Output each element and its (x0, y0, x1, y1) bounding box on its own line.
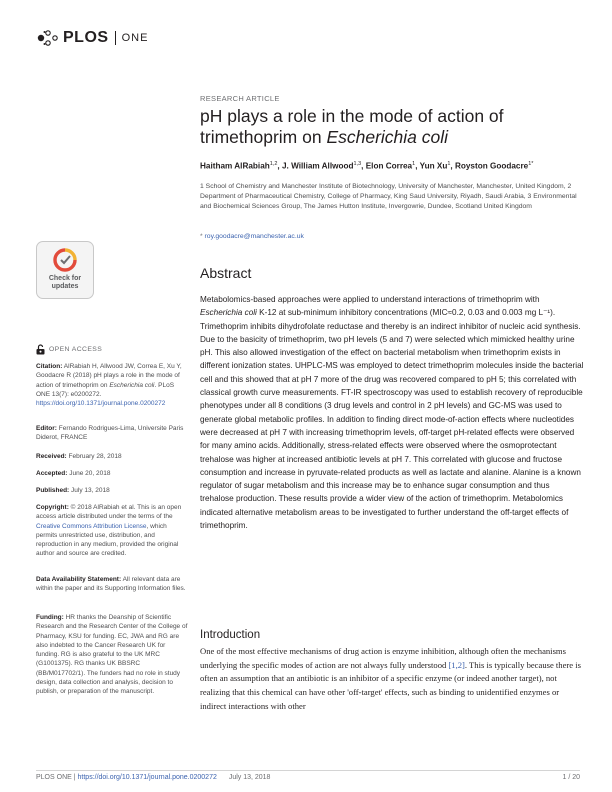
abstract-text-start: Metabolomics-based approaches were applied to understand interactions of trimethoprim with (200, 295, 540, 304)
footer-date: July 13, 2018 (228, 774, 271, 781)
logo-divider (115, 31, 116, 45)
author-affiliation-sup: 1 (447, 161, 451, 167)
author-name[interactable]: Haitham AlRabiah (200, 161, 270, 171)
received-block (36, 452, 188, 461)
introduction-body (200, 645, 584, 714)
data-availability-text: All relevant data are within the paper and its Supporting Information files. (36, 576, 186, 593)
accepted-date: June 20, 2018 (67, 470, 111, 477)
copyright-text-end: , which permits unrestricted use, distribution, and reproduction in any medium, provided the original author and source are credited. (36, 522, 179, 558)
published-label: Published: (36, 487, 70, 494)
editor-text: Fernando Rodrigues-Lima, Universite Paris Diderot, FRANCE (36, 425, 184, 442)
abstract-body (200, 293, 584, 532)
accepted-block (36, 469, 188, 478)
author-affiliation-sup: 1* (528, 161, 534, 167)
copyright-label: Copyright: (36, 504, 69, 511)
author-name[interactable]: J. William Allwood (281, 161, 354, 171)
funding-text: HR thanks the Deanship of Scientific Research and the Research Center of the College of Pharmacy, KSU for funding. EC, JWA and RG are also indebted to the Cancer Research UK for funding. RG is also grateful to the UK MRC (G1001375). RG thanks UK BBSRC (BB/M017702/1). The funders had no role in study design, data collection and analysis, decision to publish, or preparation of the manuscript. (36, 614, 188, 696)
email-link[interactable]: roy.goodacre@manchester.ac.uk (204, 233, 304, 240)
check-updates-line1: Check for (48, 275, 82, 282)
footer-divider (36, 770, 580, 771)
affiliations: 1 School of Chemistry and Manchester Institute of Biotechnology, University of Manchester, Manchester, United Kingdom, 2 Department of Pharmaceutical Chemistry, College of Pharmacy, King Saud University, Riyadh, Saudi Arabia, 3 Environmental and Biochemical Sciences Group, The James Hutton Institute, Invergowrie, Dundee, Scotland United Kingdom (200, 183, 577, 210)
logo-one-text: ONE (121, 32, 149, 44)
intro-text-rest: . This is typically because there is often an assumption that an antibiotic is an inhibitor of a specific enzyme (or indeed another target), not realizing that this chemical can have other 'off-target' effects, such as binding to unidentified enzymes or indirect interactions with other (200, 659, 581, 711)
open-access-tag (36, 344, 102, 355)
check-updates-line2: updates (51, 283, 79, 290)
author-affiliation-sup: 1,3 (353, 161, 362, 167)
abstract-heading: Abstract (200, 265, 252, 281)
data-availability-label: Data Availability Statement: (36, 576, 122, 583)
title-text: pH plays a role in the mode of action of trimethoprim on (200, 106, 504, 147)
author-name[interactable]: Elon Correa (365, 161, 413, 171)
accepted-label: Accepted: (36, 470, 68, 477)
funding-label: Funding: (36, 614, 64, 621)
citation-text: AlRabiah H, Allwood JW, Correa E, Xu Y, Goodacre R (2018) pH plays a role in the mode of action of trimethoprim on (36, 363, 182, 389)
check-updates-icon (37, 242, 93, 276)
citation-label: Citation: (36, 363, 63, 370)
footer-citation (36, 774, 270, 781)
email-prefix: * (200, 233, 205, 240)
author-name[interactable]: Royston Goodacre (454, 161, 529, 171)
abstract-species: Escherichia coli (200, 308, 257, 318)
editor-block (36, 424, 188, 443)
published-block (36, 486, 188, 495)
citation-doi-link[interactable]: https://doi.org/10.1371/journal.pone.0200272 (36, 400, 166, 408)
published-date: July 13, 2018 (69, 487, 110, 494)
copyright-text: © 2018 AlRabiah et al. This is an open access article distributed under the terms of the (36, 504, 182, 521)
check-updates-label (36, 275, 94, 291)
citation-italic: Escherichia coli (109, 381, 155, 389)
author-name[interactable]: Yun Xu (419, 161, 448, 171)
license-link[interactable]: Creative Commons Attribution License (36, 522, 147, 530)
article-type: RESEARCH ARTICLE (200, 94, 280, 103)
funding-block (36, 613, 188, 697)
intro-text-start: One of the most effective mechanisms of drug action is enzyme inhibition, although often the mechanisms underlying the specific modes of action are not always fully understood (200, 646, 566, 670)
page-number: 1 / 20 (562, 774, 580, 781)
author-affiliation-sup: 1 (412, 161, 416, 167)
author-list: Haitham AlRabiah$^{1,2}$, J. William Allwood$^{1,3}$, Elon Correa$^1$, Yun Xu$^1$, Royston Goodacre$^{1*}$ (200, 161, 534, 171)
footer-separator: | (71, 774, 78, 781)
reference-link[interactable]: [1,2] (448, 659, 465, 670)
received-label: Received: (36, 453, 67, 460)
corresponding-email (200, 233, 304, 240)
author-affiliation-sup: 1,2 (269, 161, 278, 167)
copyright-block (36, 503, 188, 559)
citation-block (36, 362, 188, 408)
footer-doi-link[interactable]: https://doi.org/10.1371/journal.pone.0200272 (77, 774, 217, 781)
plos-one-logo (36, 28, 148, 48)
citation-journal: . PLoS ONE 13(7): e0200272. (36, 381, 175, 398)
plos-dots-icon (36, 29, 60, 47)
article-title (200, 106, 600, 148)
open-access-text: OPEN ACCESS (49, 346, 103, 353)
footer-journal: PLOS ONE (36, 774, 72, 781)
title-italic: Escherichia coli (326, 127, 449, 147)
logo-plos-text: PLOS (63, 29, 109, 46)
editor-label: Editor: (36, 425, 57, 432)
abstract-text-rest: K-12 at sub-minimum inhibitory concentrations (MIC≈0.2, 0.03 and 0.003 mg L⁻¹). Trimethoprim inhibits dihydrofolate reductase and thereby is an indirect inhibitor of nucleic acid synthesis. Due to the basicity of trimethoprim, two pH levels (5 and 7) were selected which mimicked healthy urine pH. This also allowed investigation of the effect on bacterial metabolism when trimethoprim exists in different ionization states. UHPLC-MS was employed to detect trimethoprim molecules inside the bacterial cell and this showed that at pH 7 more of the drug was recovered compared to pH 5; this correlated with classical growth curve measurements. FT-IR spectroscopy was used to establish recovery of reproducible phenotypes under all 8 conditions (3 drug levels and control in 2 pH levels) and GC-MS was used to generate global metabolic profiles. In addition to finding direct mode-of-action effects where nucleotides were decreased at pH 7 with increasing trimethoprim levels, off-target pH-related effects were observed for many amino acids. Additionally, stress-related effects were observed where the osmoprotectant trehalose was higher at increased antibiotic levels at pH 7. This correlated with glucose and fructose consumption and increase in pyruvate-related products as well as lactate and alanine. Alanine is a known regulator of sugar metabolism and this increase may be to enhance sugar consumption and thus trehalose production. These results provide a wider view of the action of trimethoprim. Metabolomics indicated alternative metabolism areas to be investigated to further understand the off-target effects of trimethoprim. (200, 308, 584, 531)
received-date: February 28, 2018 (66, 453, 122, 460)
data-availability-block (36, 575, 188, 594)
introduction-heading: Introduction (200, 629, 261, 641)
open-lock-icon (36, 344, 45, 355)
